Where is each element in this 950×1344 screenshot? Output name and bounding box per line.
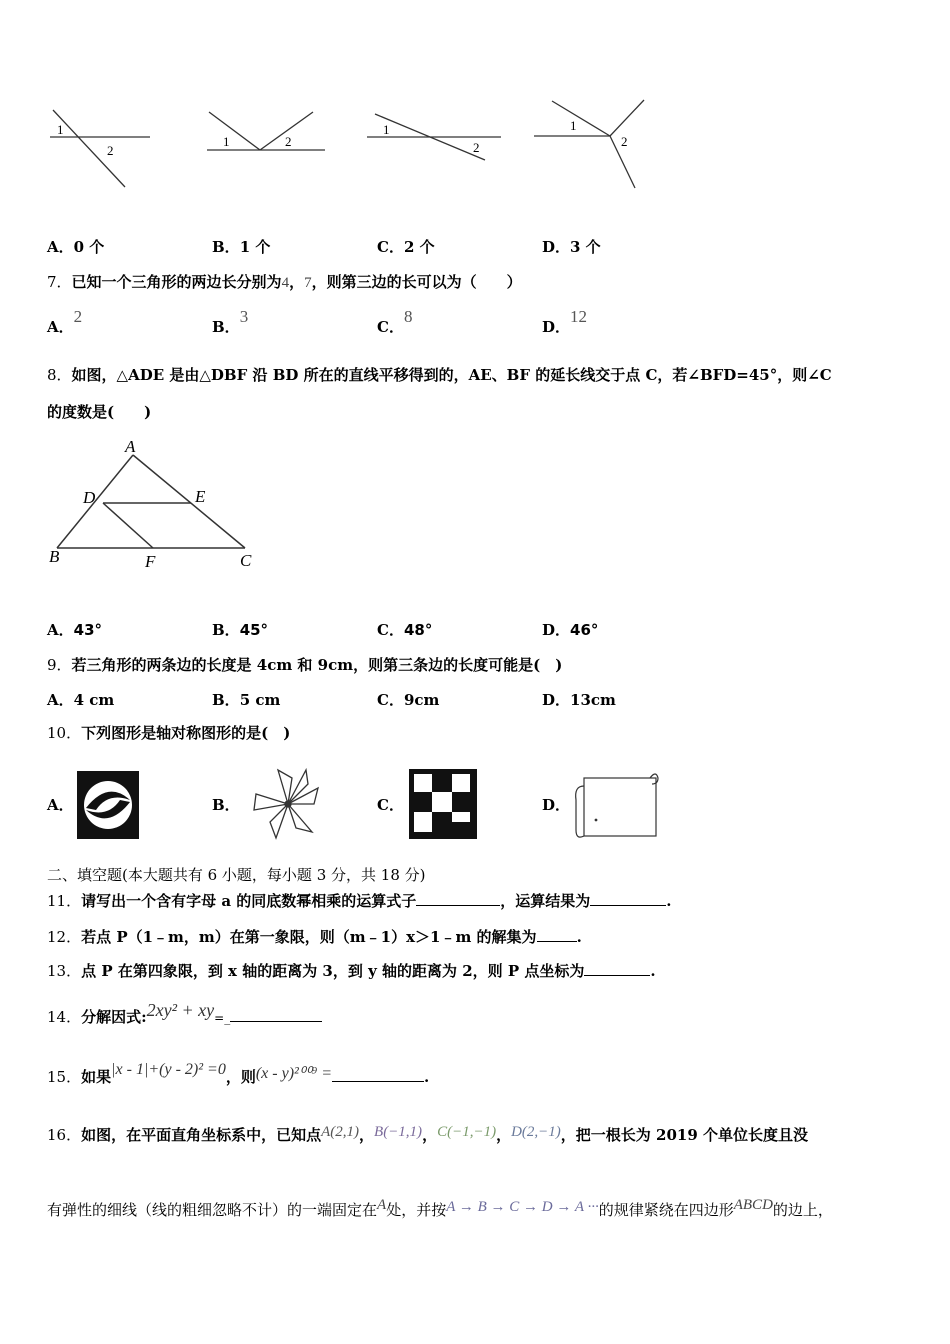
question-15: 15．如果|x - 1|+(y - 2)² =0，则(x - y)²⁰⁰⁹ = . (47, 1061, 430, 1086)
question-8-line1: 8．如图，△ADE 是由△DBF 沿 BD 所在的直线平移得到的，AE、BF 的延长线交于点 C，若∠BFD=45°，则∠C (47, 366, 832, 384)
svg-text:1: 1 (383, 122, 390, 137)
q6-option-c[interactable]: C．2 个 (377, 238, 435, 256)
q9-option-b[interactable]: B．5 cm (212, 691, 281, 709)
q6-option-b[interactable]: B．1 个 (212, 238, 271, 256)
section-2-title: 二、填空题(本大题共有 6 小题，每小题 3 分，共 18 分) (47, 866, 426, 884)
question-9: 9．若三角形的两条边的长度是 4cm 和 9cm，则第三条边的长度可能是( ) (47, 656, 563, 674)
expression: |x - 1|+(y - 2)² =0 (111, 1061, 226, 1078)
question-11: 11．请写出一个含有字母 a 的同底数幂相乘的运算式子 ，运算结果为 . (47, 892, 672, 910)
q10-option-c[interactable]: C． (377, 796, 404, 814)
expression: 2xy² + xy (146, 1000, 215, 1020)
question-13: 13．点 P 在第四象限，到 x 轴的距离为 3，到 y 轴的距离为 2，则 P 点坐标为 . (47, 962, 656, 980)
q8-option-c[interactable]: C．48° (377, 621, 433, 639)
svg-text:B: B (49, 547, 60, 566)
q7-option-b[interactable]: B．3 (212, 307, 249, 336)
svg-text:2: 2 (621, 134, 628, 149)
svg-text:1: 1 (223, 134, 230, 149)
angle-label: 1 (57, 122, 64, 137)
svg-text:2: 2 (285, 134, 292, 149)
expression: (x - y)²⁰⁰⁹ = (255, 1065, 332, 1082)
q8-option-b[interactable]: B．45° (212, 621, 269, 639)
q7-option-d[interactable]: D．12 (542, 307, 588, 336)
q9-option-d[interactable]: D．13cm (542, 691, 616, 709)
question-14: 14．分解因式:2xy² + xy=_ (47, 1006, 322, 1027)
svg-text:2: 2 (473, 140, 480, 155)
q10-option-b[interactable]: B． (212, 796, 240, 814)
angle-figure-b (205, 108, 330, 158)
answer-blank[interactable] (584, 963, 650, 976)
svg-text:D: D (83, 488, 96, 507)
angle-figure-d (532, 96, 652, 191)
answer-blank[interactable] (416, 893, 500, 906)
svg-text:2: 2 (107, 143, 114, 158)
symbol-figure-a (76, 770, 140, 840)
q10-option-a[interactable]: A． (47, 796, 74, 814)
q10-option-d[interactable]: D． (542, 796, 571, 814)
answer-blank[interactable] (230, 1009, 322, 1022)
q9-option-c[interactable]: C．9cm (377, 691, 440, 709)
question-10: 10．下列图形是轴对称图形的是( ) (47, 724, 291, 742)
angle-figure-c (365, 108, 505, 163)
question-16-line2: 有弹性的细线（线的粗细忽略不计）的一端固定在A处，并按A → B → C → D → A ···的规律紧绕在四边形ABCD的边上， (47, 1197, 833, 1219)
q8-option-a[interactable]: A．43° (47, 621, 103, 639)
svg-text:C: C (240, 551, 252, 570)
answer-blank[interactable] (537, 929, 577, 942)
question-7: 7．已知一个三角形的两边长分别为4，7，则第三边的长可以为（ ） (47, 273, 522, 291)
answer-blank[interactable] (332, 1069, 424, 1082)
q7-option-c[interactable]: C．8 (377, 307, 413, 336)
triangle-figure (45, 435, 265, 575)
q9-option-a[interactable]: A．4 cm (47, 691, 115, 709)
q8-option-d[interactable]: D．46° (542, 621, 599, 639)
question-16-line1: 16．如图，在平面直角坐标系中，已知点A(2,1)，B(−1,1)，C(−1,−1)，D(2,−1)，把一根长为 2019 个单位长度且没 (47, 1124, 808, 1144)
q6-option-d[interactable]: D．3 个 (542, 238, 601, 256)
pattern-figure-c (408, 768, 478, 840)
angle-figure-a (45, 105, 155, 190)
svg-text:A: A (125, 437, 136, 456)
question-12: 12．若点 P（1﹣m，m）在第一象限，则（m﹣1）x＞1﹣m 的解集为 . (47, 928, 582, 946)
q6-option-a[interactable]: A．0 个 (47, 238, 105, 256)
svg-text:F: F (145, 552, 156, 571)
svg-text:1: 1 (570, 118, 577, 133)
q7-option-a[interactable]: A．2 (47, 307, 83, 336)
answer-blank[interactable] (590, 893, 666, 906)
svg-text:E: E (195, 487, 206, 506)
question-8-line2: 的度数是( ) (47, 403, 152, 421)
pinwheel-figure-b (248, 766, 328, 842)
scroll-figure-d (570, 770, 662, 842)
